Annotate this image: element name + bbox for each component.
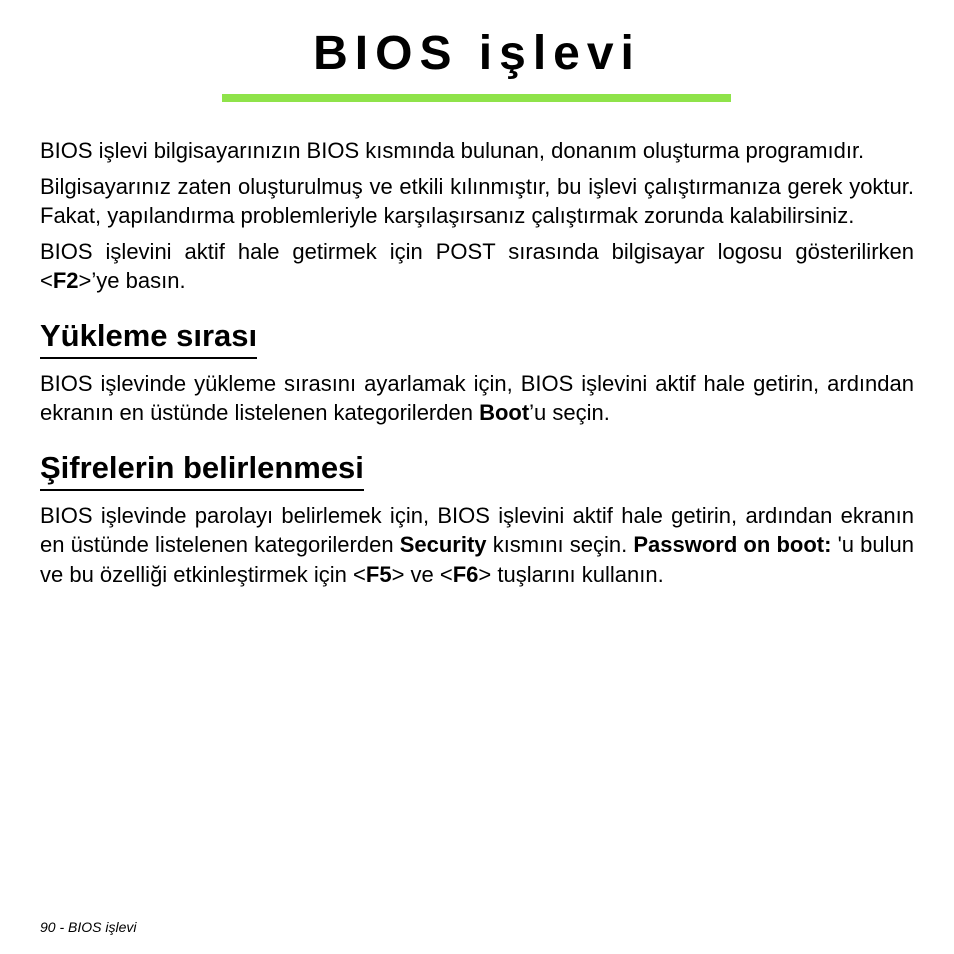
boot-order-text-after: ’u seçin. bbox=[529, 400, 610, 425]
intro-p3-text-before: BIOS işlevini aktif hale getirmek için POST sırasında bilgisayar logosu gösterilirken < bbox=[40, 238, 914, 293]
password-on-boot-term: Password on boot: bbox=[633, 532, 832, 557]
intro-paragraph-1: BIOS işlevi bilgisayarınızın BIOS kısmında bulunan, donanım oluşturma programıdır. bbox=[40, 138, 865, 163]
intro-p3-text-after: >’ye basın. bbox=[78, 268, 186, 293]
section-passwords bbox=[40, 434, 914, 501]
title-underline-bar bbox=[222, 94, 731, 102]
page-title: BIOS işlevi bbox=[313, 27, 641, 80]
boot-term: Boot bbox=[479, 400, 530, 425]
section-boot-order bbox=[40, 302, 914, 369]
passwords-paragraph bbox=[40, 501, 914, 590]
section-heading-boot-order: Yükleme sırası bbox=[40, 316, 257, 359]
f2-key: F2 bbox=[52, 268, 79, 293]
page-footer: 90 - BIOS işlevi bbox=[40, 919, 137, 935]
f6-key: F6 bbox=[452, 561, 479, 587]
boot-order-text-before: BIOS işlevinde yükleme sırasını ayarlamak için, BIOS işlevini aktif hale getirin, ardından ekranın en üstünde listelenen kategorilerden bbox=[40, 370, 914, 425]
passwords-text-middle-2: 'u bulun ve bu özelliği etkinleştirmek için < bbox=[40, 532, 914, 587]
document-body bbox=[40, 136, 914, 595]
security-term: Security bbox=[399, 532, 487, 557]
boot-order-paragraph bbox=[40, 369, 914, 428]
passwords-text-after: > tuşlarını kullanın. bbox=[478, 561, 664, 587]
intro-paragraph-3 bbox=[40, 237, 914, 296]
intro-paragraph-2: Bilgisayarınız zaten oluşturulmuş ve etkili kılınmıştır, bu işlevi çalıştırmanıza gerek yoktur. Fakat, yapılandırma problemleriyle karşılaşırsanız çalıştırmak zorunda kalabilirsiniz. bbox=[40, 173, 914, 228]
passwords-text-middle: kısmını seçin. bbox=[486, 532, 634, 557]
passwords-text-before: BIOS işlevinde parolayı belirlemek için, BIOS işlevini aktif hale getirin, ardından ekranın en üstünde listelenen kategorilerden bbox=[40, 502, 914, 557]
f5-key: F5 bbox=[365, 561, 392, 587]
passwords-text-middle-3: > ve < bbox=[391, 561, 453, 587]
section-heading-passwords: Şifrelerin belirlenmesi bbox=[40, 448, 364, 491]
